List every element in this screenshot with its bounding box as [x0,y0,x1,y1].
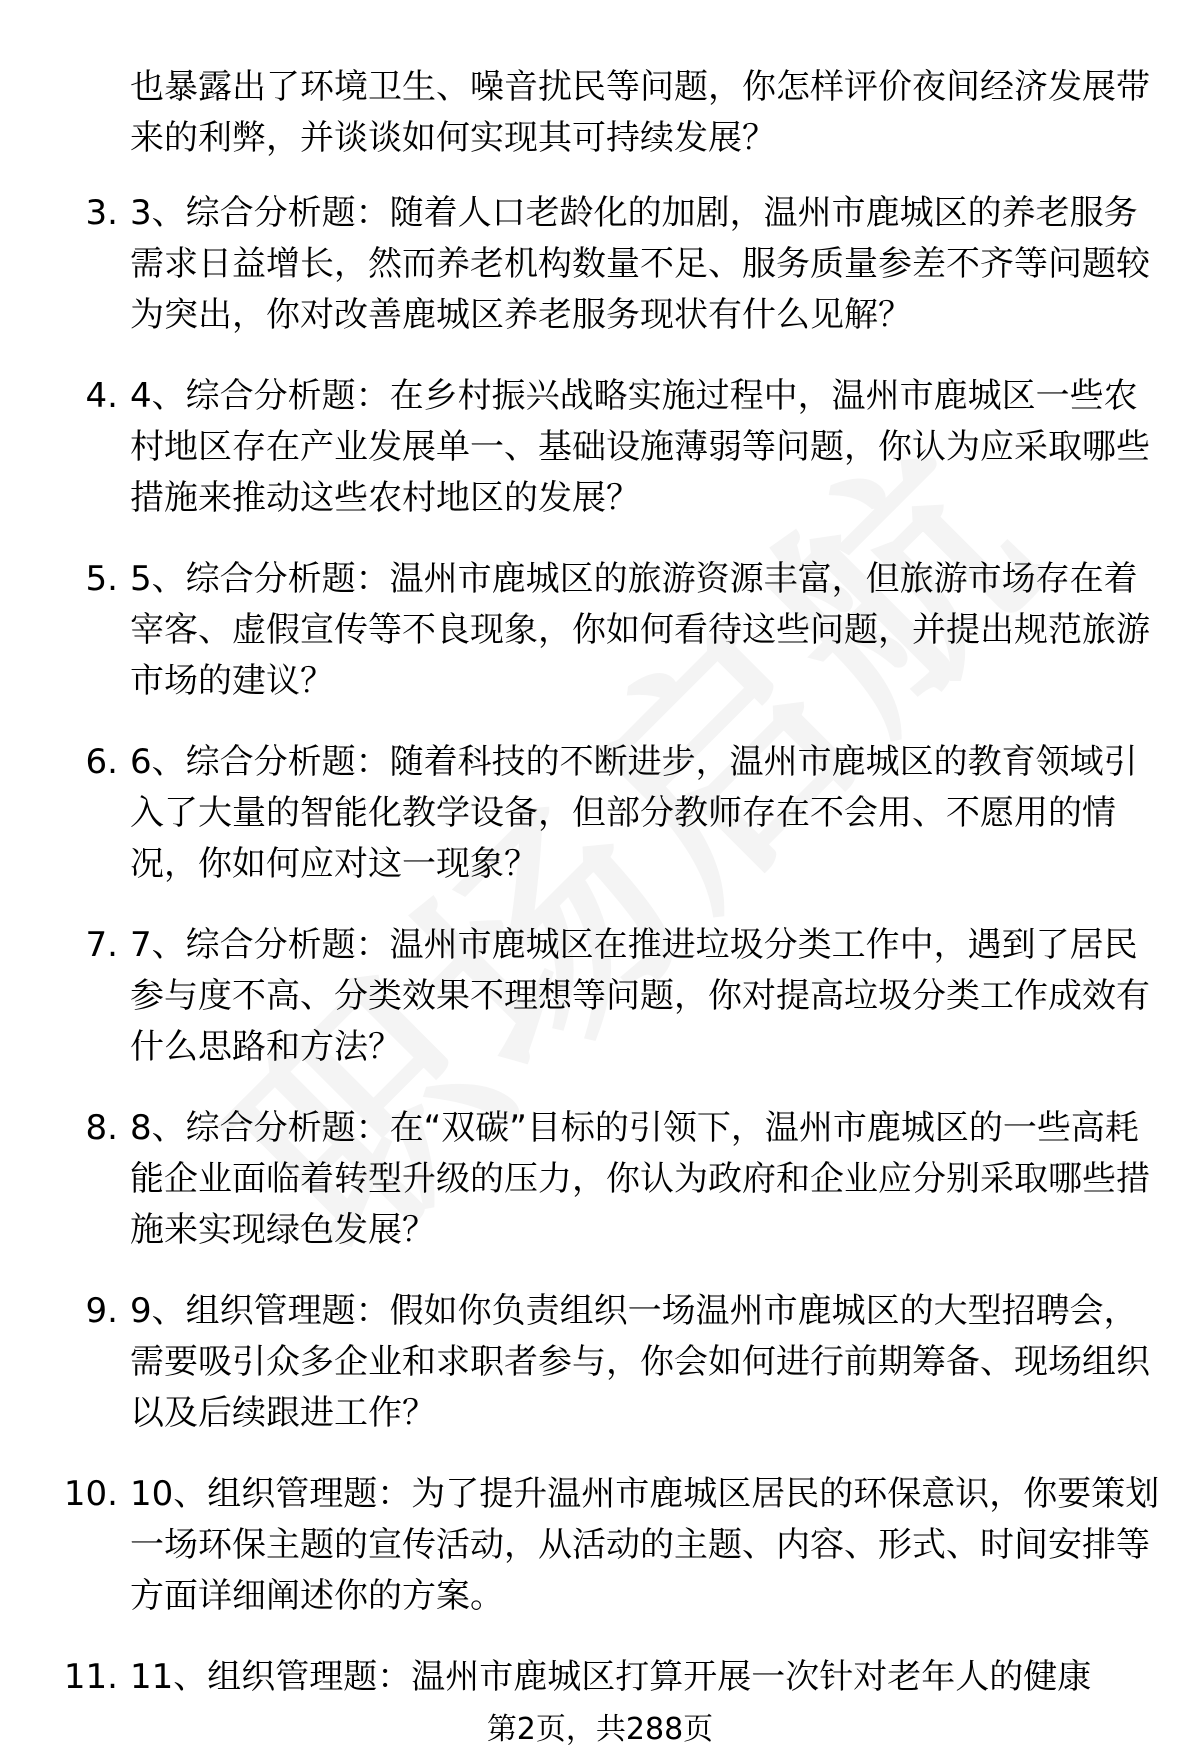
list-item [0,920,1200,1073]
question-text: 6、综合分析题：随着科技的不断进步，温州市鹿城区的教育领域引入了大量的智能化教学设备，但部分教师存在不会用、不愿用的情况，你如何应对这一现象？ [130,742,1138,884]
question-text: 9、组织管理题：假如你负责组织一场温州市鹿城区的大型招聘会，需要吸引众多企业和求职者参与，你会如何进行前期筹备、现场组织以及后续跟进工作？ [130,1291,1150,1433]
question-number: 7. [85,925,118,965]
list-item [0,1652,1200,1703]
question-number: 9. [85,1291,118,1331]
list-item [0,371,1200,524]
question-text: 8、综合分析题：在“双碳”目标的引领下，温州市鹿城区的一些高耗能企业面临着转型升级的压力，你认为政府和企业应分别采取哪些措施来实现绿色发展？ [130,1108,1150,1250]
question-number: 3. [85,193,118,233]
question-text: 7、综合分析题：温州市鹿城区在推进垃圾分类工作中，遇到了居民参与度不高、分类效果不理想等问题，你对提高垃圾分类工作成效有什么思路和方法？ [130,925,1150,1067]
question-number: 8. [85,1108,118,1148]
question-list [0,188,1200,1733]
list-item [0,188,1200,341]
intro-paragraph: 也暴露出了环境卫生、噪音扰民等问题，你怎样评价夜间经济发展带来的利弊，并谈谈如何实现其可持续发展？ [130,67,1150,158]
question-number: 4. [85,376,118,416]
question-number: 5. [85,559,118,599]
question-text: 4、综合分析题：在乡村振兴战略实施过程中，温州市鹿城区一些农村地区存在产业发展单一、基础设施薄弱等问题，你认为应采取哪些措施来推动这些农村地区的发展？ [130,376,1150,518]
list-item [0,1103,1200,1256]
list-item [0,554,1200,707]
question-text: 3、综合分析题：随着人口老龄化的加剧，温州市鹿城区的养老服务需求日益增长，然而养老机构数量不足、服务质量参差不齐等问题较为突出，你对改善鹿城区养老服务现状有什么见解？ [130,193,1150,335]
list-item [0,1286,1200,1439]
question-number: 10. [63,1474,118,1514]
question-number: 6. [85,742,118,782]
question-text: 5、综合分析题：温州市鹿城区的旅游资源丰富，但旅游市场存在着宰客、虚假宣传等不良现象，你如何看待这些问题，并提出规范旅游市场的建议？ [130,559,1150,701]
page-footer: 第2页，共288页 [486,1712,714,1747]
list-item [0,737,1200,890]
list-item [0,1469,1200,1622]
question-text: 11、组织管理题：温州市鹿城区打算开展一次针对老年人的健康 [130,1657,1092,1697]
question-number: 11. [63,1657,118,1697]
question-text: 10、组织管理题：为了提升温州市鹿城区居民的环保意识，你要策划一场环保主题的宣传活动，从活动的主题、内容、形式、时间安排等方面详细阐述你的方案。 [130,1474,1160,1616]
